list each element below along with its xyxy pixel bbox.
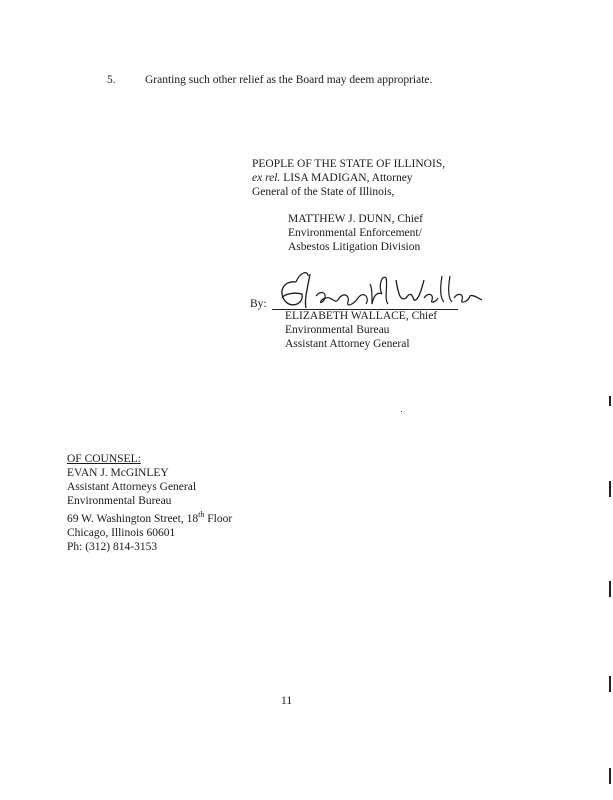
signatory-name: ELIZABETH WALLACE, Chief <box>285 310 438 322</box>
counsel-city: Chicago, Illinois 60601 <box>67 526 176 539</box>
division-line-3: Asbestos Litigation Division <box>288 241 421 253</box>
signatory-bureau: Environmental Bureau <box>285 324 390 336</box>
people-line-3: General of the State of Illinois, <box>252 186 395 198</box>
people-line-2 <box>252 171 445 185</box>
handwritten-signature <box>274 264 484 314</box>
scan-edge-mark <box>609 676 611 692</box>
counsel-name: EVAN J. McGINLEY <box>67 467 169 479</box>
counsel-title: Assistant Attorneys General <box>67 481 197 493</box>
street-text: 69 W. Washington Street, 18 <box>67 512 199 525</box>
scan-edge-mark <box>609 581 611 597</box>
division-block <box>288 212 423 254</box>
scan-edge-mark <box>609 768 611 784</box>
people-block <box>252 157 445 199</box>
counsel-heading: OF COUNSEL: <box>67 453 141 465</box>
relief-paragraph: Granting such other relief as the Board may deem appropriate. <box>145 74 433 86</box>
scan-edge-mark <box>609 481 611 497</box>
counsel-block <box>67 452 232 554</box>
ordinal-suffix: th <box>198 510 205 519</box>
ex-rel-label: ex rel. <box>252 172 281 184</box>
counsel-street <box>67 508 232 526</box>
floor-text: Floor <box>204 512 233 525</box>
page-number: 11 <box>281 695 293 707</box>
division-line-2: Environmental Enforcement/ <box>288 227 422 239</box>
signatory-title: Assistant Attorney General <box>285 338 410 350</box>
scan-edge-mark <box>609 396 611 406</box>
counsel-phone: Ph: (312) 814-3153 <box>67 540 158 553</box>
people-line-1: PEOPLE OF THE STATE OF ILLINOIS, <box>252 158 446 170</box>
by-label: By: <box>250 298 267 310</box>
attorney-name: LISA MADIGAN, Attorney <box>280 172 413 184</box>
scan-speck <box>401 411 402 412</box>
counsel-bureau: Environmental Bureau <box>67 495 172 507</box>
division-line-1: MATTHEW J. DUNN, Chief <box>288 213 423 225</box>
item-number: 5. <box>107 74 116 86</box>
signatory-block <box>285 309 437 351</box>
